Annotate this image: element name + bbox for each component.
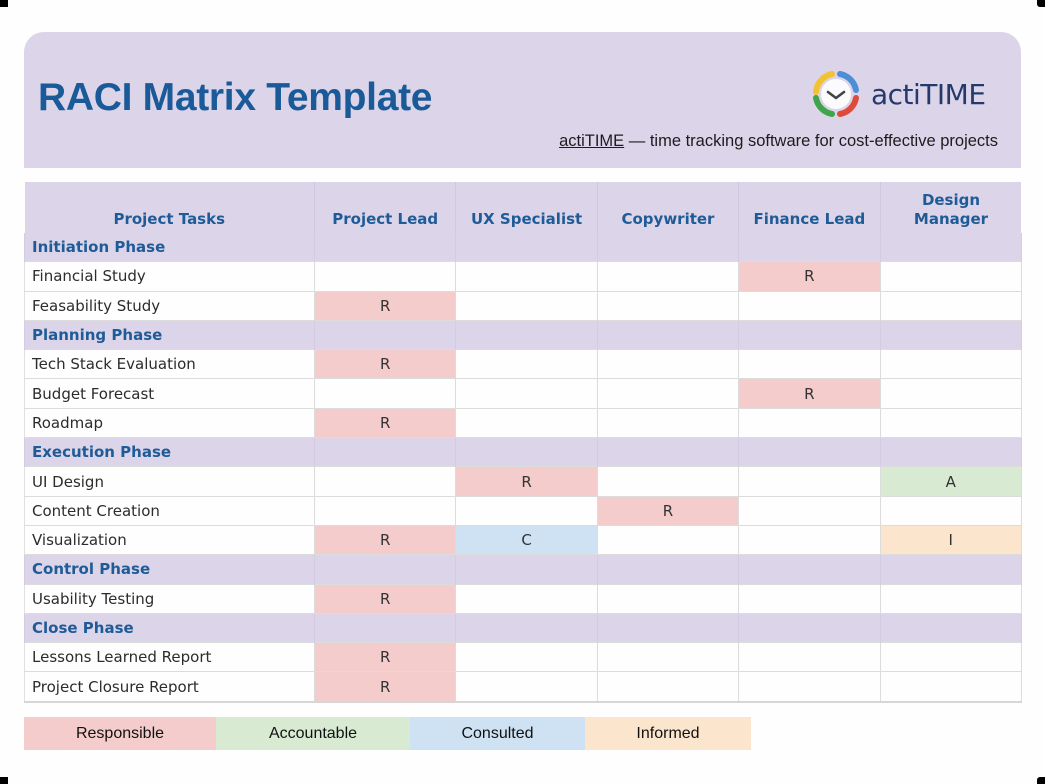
raci-cell[interactable] — [597, 438, 738, 467]
raci-cell[interactable] — [456, 262, 597, 291]
raci-cell[interactable] — [456, 320, 597, 349]
raci-cell[interactable] — [315, 496, 456, 525]
corner-mask — [0, 777, 8, 784]
task-row — [25, 379, 1022, 408]
phase-row — [25, 320, 1022, 349]
task-name: Visualization — [25, 525, 315, 554]
raci-cell[interactable] — [315, 555, 456, 584]
raci-cell[interactable] — [456, 438, 597, 467]
corner-mask — [0, 0, 8, 7]
table-header-row — [25, 182, 1022, 233]
column-header-tasks: Project Tasks — [25, 182, 315, 233]
raci-cell[interactable] — [315, 613, 456, 642]
raci-cell[interactable] — [456, 555, 597, 584]
header-banner — [24, 32, 1021, 168]
raci-cell[interactable] — [456, 672, 597, 702]
raci-cell[interactable] — [315, 233, 456, 262]
raci-cell[interactable] — [315, 438, 456, 467]
column-header-role: Finance Lead — [739, 182, 880, 233]
task-row — [25, 525, 1022, 554]
raci-cell[interactable] — [739, 408, 880, 437]
raci-cell[interactable]: R — [315, 643, 456, 672]
phase-name: Execution Phase — [25, 438, 315, 467]
raci-cell[interactable]: A — [880, 467, 1021, 496]
raci-cell[interactable] — [880, 408, 1021, 437]
raci-legend — [24, 717, 751, 750]
raci-cell[interactable] — [739, 584, 880, 613]
raci-cell[interactable] — [597, 262, 738, 291]
raci-cell[interactable] — [456, 584, 597, 613]
task-name: Tech Stack Evaluation — [25, 350, 315, 379]
raci-cell[interactable] — [597, 643, 738, 672]
phase-name: Initiation Phase — [25, 233, 315, 262]
raci-cell[interactable]: R — [597, 496, 738, 525]
phase-row — [25, 233, 1022, 262]
actitime-logo[interactable] — [810, 68, 986, 120]
page-title: RACI Matrix Template — [38, 76, 433, 119]
raci-cell[interactable] — [880, 584, 1021, 613]
task-row — [25, 467, 1022, 496]
task-row — [25, 291, 1022, 320]
raci-cell[interactable] — [456, 379, 597, 408]
raci-cell[interactable] — [739, 496, 880, 525]
logo-text: actiTIME — [871, 77, 986, 111]
raci-cell[interactable] — [456, 233, 597, 262]
raci-cell[interactable] — [315, 379, 456, 408]
raci-cell[interactable]: R — [315, 525, 456, 554]
task-name: Usability Testing — [25, 584, 315, 613]
raci-cell[interactable] — [880, 613, 1021, 642]
task-row — [25, 672, 1022, 702]
raci-cell[interactable] — [597, 584, 738, 613]
raci-cell[interactable] — [597, 613, 738, 642]
task-row — [25, 496, 1022, 525]
phase-row — [25, 613, 1022, 642]
raci-cell[interactable] — [880, 320, 1021, 349]
raci-cell[interactable] — [739, 643, 880, 672]
raci-cell[interactable] — [739, 525, 880, 554]
raci-cell[interactable] — [739, 233, 880, 262]
raci-cell[interactable] — [597, 672, 738, 702]
corner-mask — [1037, 777, 1045, 784]
raci-cell[interactable] — [597, 350, 738, 379]
raci-cell[interactable] — [739, 672, 880, 702]
raci-cell[interactable] — [597, 379, 738, 408]
raci-cell[interactable] — [597, 408, 738, 437]
task-row — [25, 584, 1022, 613]
raci-cell[interactable]: R — [315, 291, 456, 320]
raci-table — [24, 182, 1022, 703]
raci-cell[interactable] — [880, 496, 1021, 525]
task-name: Feasability Study — [25, 291, 315, 320]
phase-row — [25, 438, 1022, 467]
raci-cell[interactable]: R — [456, 467, 597, 496]
raci-cell[interactable] — [456, 496, 597, 525]
task-name: Project Closure Report — [25, 672, 315, 702]
raci-cell[interactable] — [315, 320, 456, 349]
task-row — [25, 408, 1022, 437]
actitime-link[interactable]: actiTIME — [559, 132, 625, 150]
task-row — [25, 350, 1022, 379]
raci-cell[interactable] — [880, 438, 1021, 467]
legend-item-responsible: Responsible — [24, 717, 216, 750]
raci-cell[interactable] — [597, 320, 738, 349]
tagline-text: — time tracking software for cost-effective projects — [624, 132, 998, 150]
clock-icon — [810, 68, 862, 120]
raci-cell[interactable] — [456, 408, 597, 437]
raci-cell[interactable] — [597, 555, 738, 584]
raci-cell[interactable] — [739, 350, 880, 379]
task-row — [25, 262, 1022, 291]
column-header-role: UX Specialist — [456, 182, 597, 233]
raci-cell[interactable] — [880, 291, 1021, 320]
task-name: Roadmap — [25, 408, 315, 437]
raci-cell[interactable] — [597, 291, 738, 320]
phase-name: Control Phase — [25, 555, 315, 584]
raci-cell[interactable]: R — [315, 584, 456, 613]
task-name: Lessons Learned Report — [25, 643, 315, 672]
raci-cell[interactable]: C — [456, 525, 597, 554]
raci-cell[interactable]: R — [739, 262, 880, 291]
raci-cell[interactable] — [739, 467, 880, 496]
raci-cell[interactable] — [880, 672, 1021, 702]
raci-cell[interactable] — [597, 525, 738, 554]
column-header-role: Copywriter — [597, 182, 738, 233]
raci-cell[interactable] — [456, 291, 597, 320]
raci-cell[interactable] — [456, 350, 597, 379]
raci-cell[interactable] — [739, 613, 880, 642]
raci-cell[interactable] — [739, 320, 880, 349]
phase-name: Close Phase — [25, 613, 315, 642]
raci-cell[interactable]: R — [315, 672, 456, 702]
task-name: Content Creation — [25, 496, 315, 525]
legend-item-accountable: Accountable — [216, 717, 410, 750]
raci-cell[interactable] — [880, 643, 1021, 672]
task-name: Budget Forecast — [25, 379, 315, 408]
raci-cell[interactable] — [315, 262, 456, 291]
raci-cell[interactable]: R — [315, 350, 456, 379]
task-name: UI Design — [25, 467, 315, 496]
raci-cell[interactable] — [880, 350, 1021, 379]
raci-cell[interactable] — [315, 467, 456, 496]
raci-cell[interactable] — [456, 643, 597, 672]
raci-cell[interactable]: I — [880, 525, 1021, 554]
column-header-role: Design Manager — [880, 182, 1021, 233]
raci-cell[interactable] — [597, 467, 738, 496]
phase-name: Planning Phase — [25, 320, 315, 349]
tagline — [559, 132, 998, 151]
raci-cell[interactable] — [739, 291, 880, 320]
task-row — [25, 643, 1022, 672]
legend-item-consulted: Consulted — [410, 717, 585, 750]
raci-cell[interactable] — [739, 555, 880, 584]
raci-cell[interactable] — [739, 438, 880, 467]
raci-cell[interactable] — [456, 613, 597, 642]
raci-cell[interactable]: R — [315, 408, 456, 437]
raci-cell[interactable] — [880, 555, 1021, 584]
raci-cell[interactable] — [597, 233, 738, 262]
phase-row — [25, 555, 1022, 584]
raci-cell[interactable] — [880, 233, 1021, 262]
task-name: Financial Study — [25, 262, 315, 291]
raci-cell[interactable] — [880, 262, 1021, 291]
raci-cell[interactable]: R — [739, 379, 880, 408]
legend-item-informed: Informed — [585, 717, 751, 750]
column-header-role: Project Lead — [315, 182, 456, 233]
corner-mask — [1037, 0, 1045, 7]
raci-cell[interactable] — [880, 379, 1021, 408]
